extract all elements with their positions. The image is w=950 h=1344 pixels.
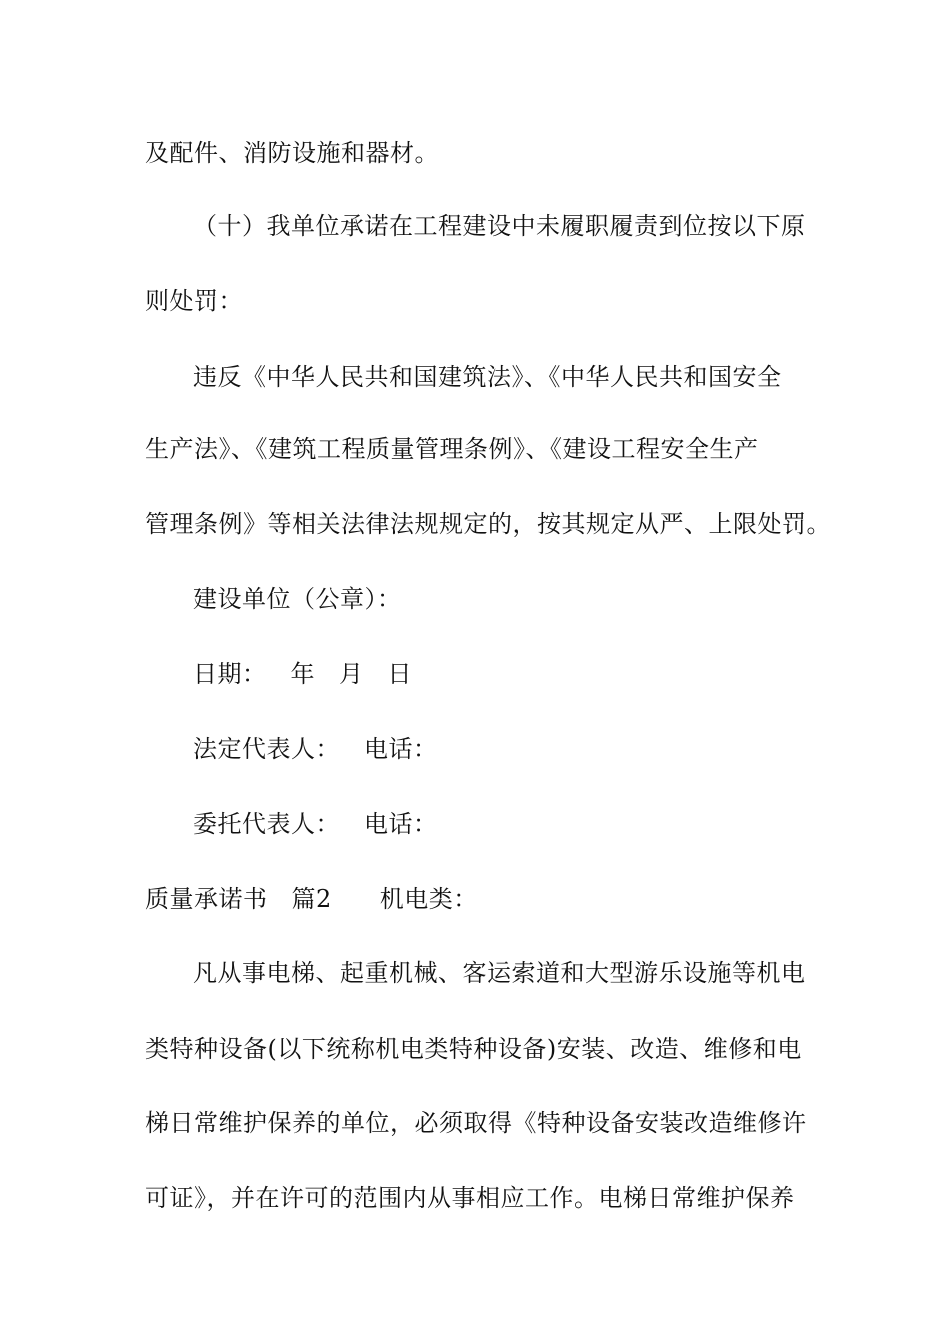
paragraph-line: 类特种设备(以下统称机电类特种设备)安装、改造、维修和电 [145,1035,802,1063]
section-category: 机电类： [379,885,478,913]
paragraph-line: 生产法》、《建筑工程质量管理条例》、《建设工程安全生产 [145,435,759,463]
legal-rep-label: 法定代表人： [193,735,340,763]
agent-rep-label: 委托代表人： [193,810,340,838]
paragraph-line: 违反《中华人民共和国建筑法》、《中华人民共和国安全 [193,363,782,391]
signature-agent-rep [193,808,438,840]
signature-date [193,658,412,690]
agent-phone-label: 电话： [364,810,438,838]
section-title: 质量承诺书 [145,885,268,913]
section-part: 篇2 [291,885,332,913]
paragraph-line: 管理条例》等相关法律法规规定的，按其规定从严、上限处罚。 [145,510,831,538]
paragraph-line: 可证》，并在许可的范围内从事相应工作。电梯日常维护保养 [145,1184,795,1212]
paragraph-line: 凡从事电梯、起重机械、客运索道和大型游乐设施等机电 [193,959,806,987]
signature-legal-rep [193,733,438,765]
paragraph-line: 梯日常维护保养的单位，必须取得《特种设备安装改造维修许 [145,1109,807,1137]
date-label: 日期： [193,660,267,688]
signature-unit: 建设单位（公章）： [193,585,402,613]
paragraph-line: （十）我单位承诺在工程建设中未履职履责到位按以下原 [193,212,806,240]
paragraph-line: 及配件、消防设施和器材。 [145,139,439,167]
paragraph-line: 则处罚： [145,287,243,315]
date-day: 日 [387,660,412,688]
section-heading [145,883,478,915]
date-month: 月 [339,660,364,688]
legal-phone-label: 电话： [364,735,438,763]
date-year: 年 [290,660,315,688]
